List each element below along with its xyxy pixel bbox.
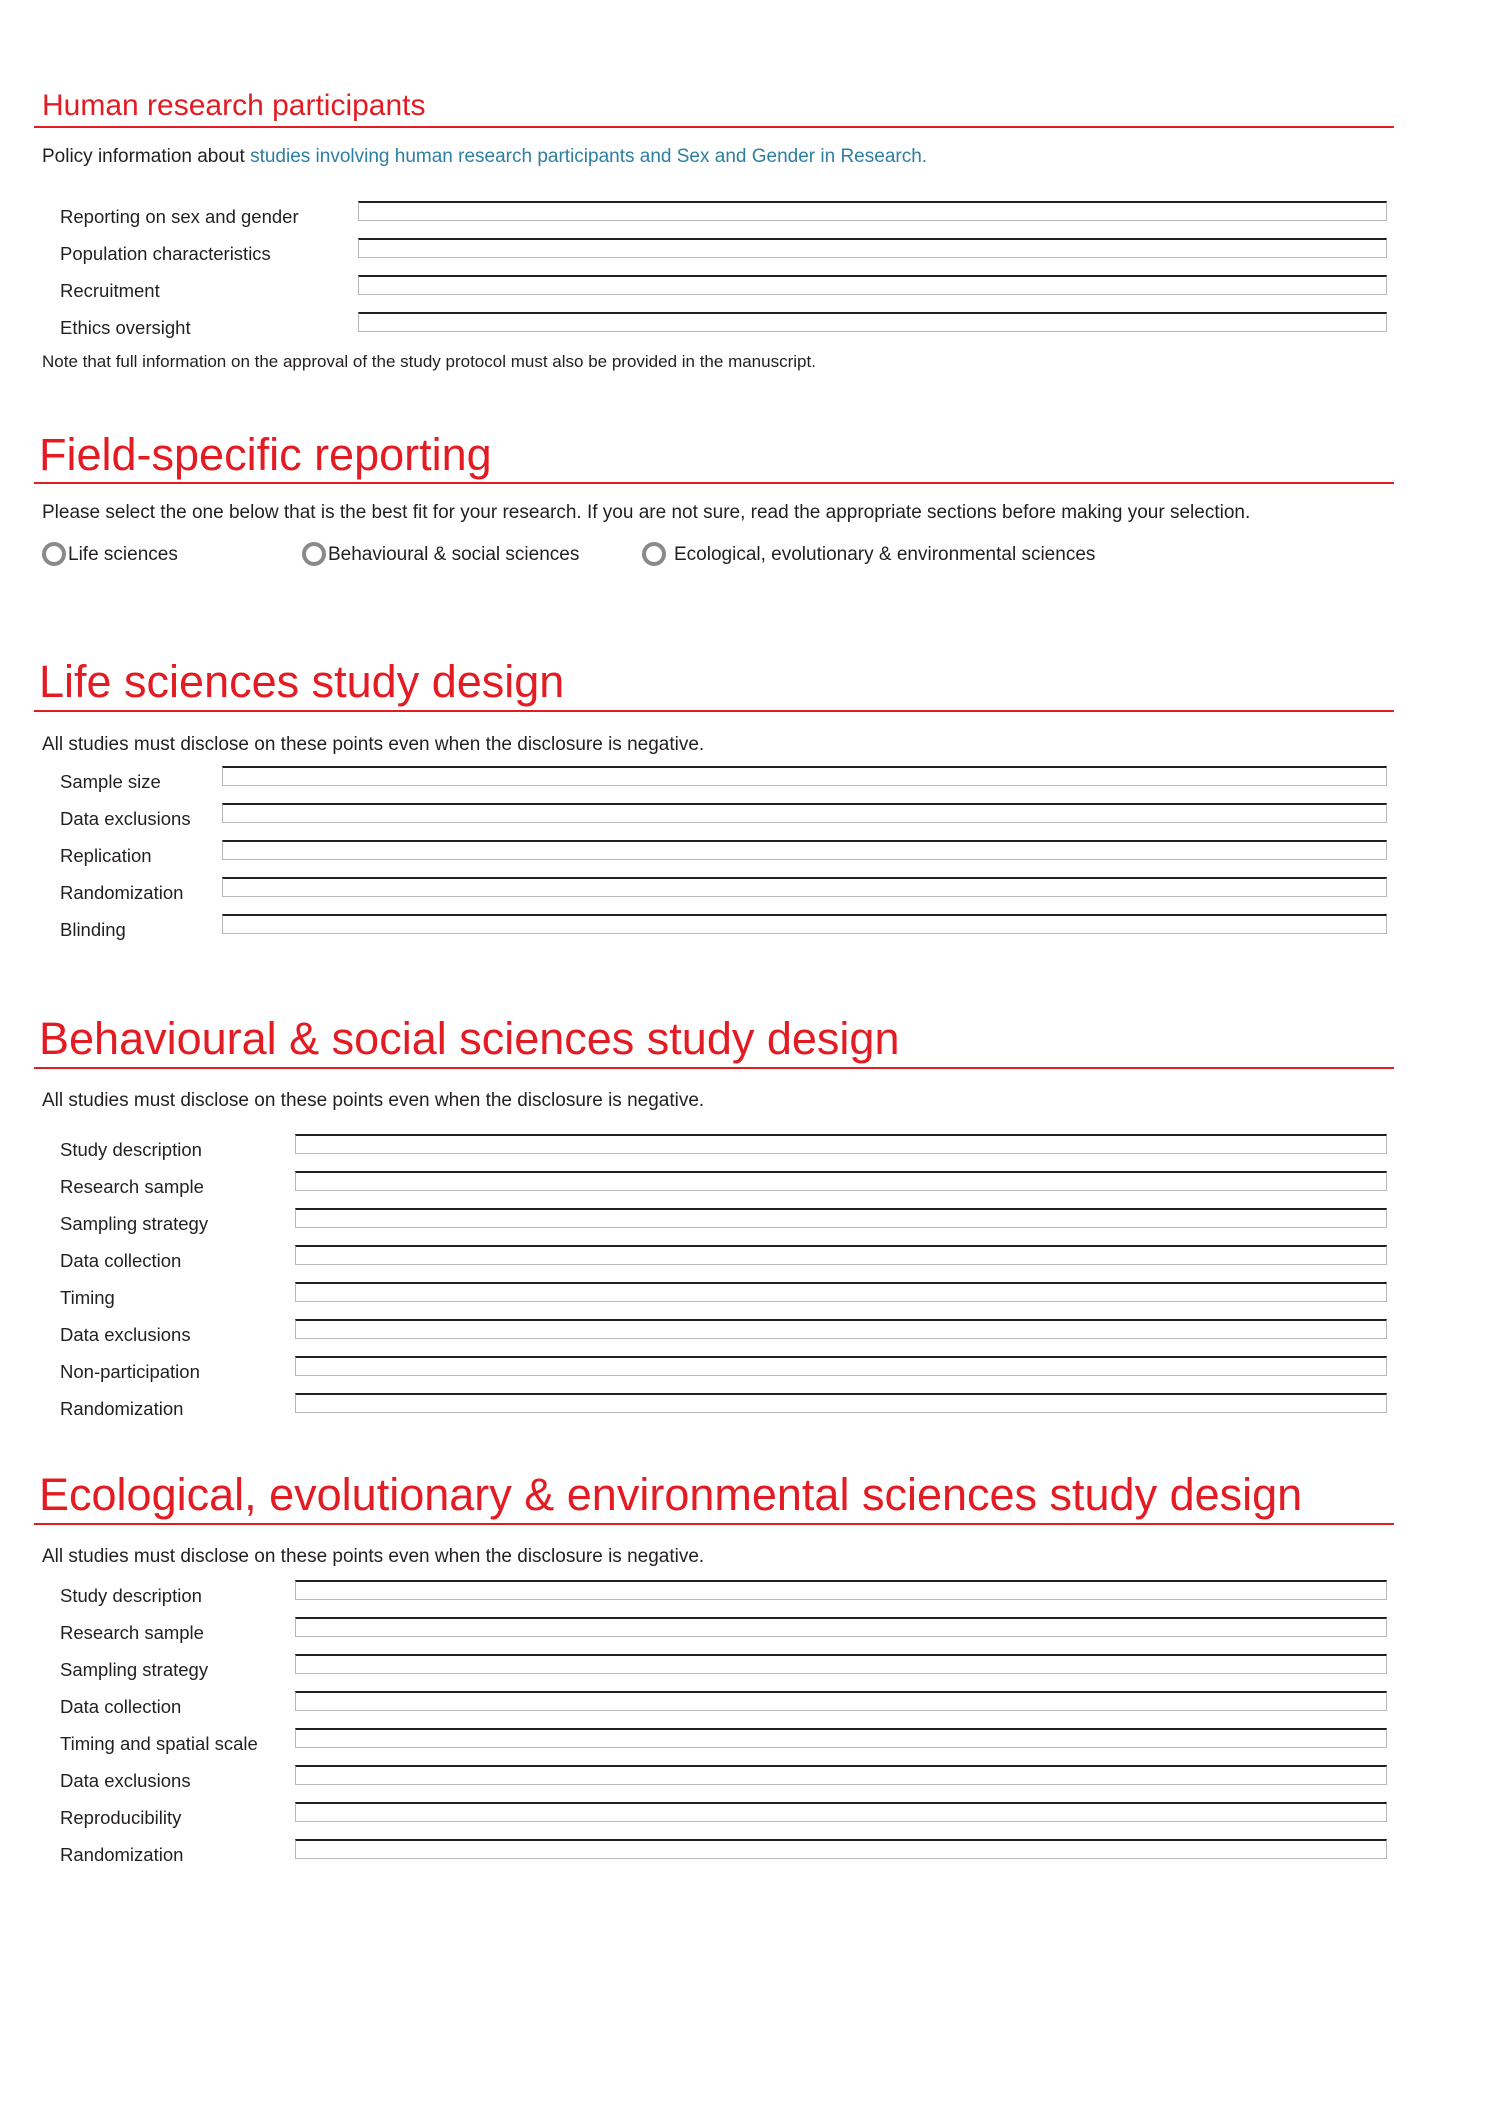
field-label-randomization: Randomization [60,1844,184,1865]
field-input-data-exclusions[interactable] [295,1319,1387,1339]
radio-label: Life sciences [68,543,178,565]
protocol-note: Note that full information on the approval of the study protocol must also be provided in the manuscript. [42,352,816,371]
section-title-life-sciences: Life sciences study design [39,656,565,707]
field-input-study-description[interactable] [295,1580,1387,1600]
field-label-timing-spatial-scale: Timing and spatial scale [60,1733,258,1754]
field-input-population-characteristics[interactable] [358,238,1387,258]
policy-intro [42,147,927,166]
section-title-human-research: Human research participants [42,89,426,122]
field-input-data-exclusions[interactable] [295,1765,1387,1785]
field-label-randomization: Randomization [60,882,184,903]
field-input-non-participation[interactable] [295,1356,1387,1376]
policy-intro-prefix: Policy information about [42,146,251,167]
policy-link[interactable]: studies involving human research participants and Sex and Gender in Research. [250,146,928,167]
field-input-data-collection[interactable] [295,1245,1387,1265]
field-input-reporting-sex-gender[interactable] [358,201,1387,221]
field-label-study-description: Study description [60,1585,202,1606]
radio-label: Behavioural & social sciences [328,543,580,565]
field-input-sample-size[interactable] [222,766,1387,786]
field-label-study-description: Study description [60,1139,202,1160]
field-label-ethics-oversight: Ethics oversight [60,317,191,338]
radio-button-icon[interactable] [302,542,326,566]
field-select-instruction: Please select the one below that is the best fit for your research. If you are not sure, read the appropriate sections before making your selection. [42,502,1251,523]
field-label-data-collection: Data collection [60,1250,182,1271]
field-input-ethics-oversight[interactable] [358,312,1387,332]
field-label-data-exclusions: Data exclusions [60,1324,191,1345]
section-title-ecological: Ecological, evolutionary & environmental sciences study design [39,1469,1303,1520]
section-divider [34,482,1394,484]
field-label-data-exclusions: Data exclusions [60,808,191,829]
field-label-randomization: Randomization [60,1398,184,1419]
field-label-replication: Replication [60,845,152,866]
field-input-recruitment[interactable] [358,275,1387,295]
radio-button-icon[interactable] [42,542,66,566]
field-input-blinding[interactable] [222,914,1387,934]
field-input-randomization[interactable] [295,1393,1387,1413]
section-title-behavioural: Behavioural & social sciences study design [39,1013,900,1064]
field-input-randomization[interactable] [222,877,1387,897]
field-input-data-exclusions[interactable] [222,803,1387,823]
field-label-blinding: Blinding [60,919,126,940]
section-title-field-specific: Field-specific reporting [39,429,492,480]
field-label-sampling-strategy: Sampling strategy [60,1659,209,1680]
section-divider [34,710,1394,712]
field-label-non-participation: Non-participation [60,1361,200,1382]
section-divider [34,1067,1394,1069]
field-label-reporting-sex-gender: Reporting on sex and gender [60,206,299,227]
disclosure-intro: All studies must disclose on these points even when the disclosure is negative. [42,734,705,755]
radio-option-life-sciences[interactable] [42,542,178,566]
field-label-research-sample: Research sample [60,1176,204,1197]
field-label-data-collection: Data collection [60,1696,182,1717]
field-input-sampling-strategy[interactable] [295,1654,1387,1674]
field-input-reproducibility[interactable] [295,1802,1387,1822]
field-input-research-sample[interactable] [295,1171,1387,1191]
field-label-data-exclusions: Data exclusions [60,1770,191,1791]
field-input-timing[interactable] [295,1282,1387,1302]
field-label-sampling-strategy: Sampling strategy [60,1213,209,1234]
field-input-research-sample[interactable] [295,1617,1387,1637]
field-label-research-sample: Research sample [60,1622,204,1643]
field-input-randomization[interactable] [295,1839,1387,1859]
field-label-sample-size: Sample size [60,771,161,792]
radio-option-behavioural-social[interactable] [302,542,579,566]
radio-button-icon[interactable] [642,542,666,566]
field-input-sampling-strategy[interactable] [295,1208,1387,1228]
radio-option-ecological[interactable] [642,542,1095,566]
field-label-population-characteristics: Population characteristics [60,243,271,264]
field-label-timing: Timing [60,1287,115,1308]
section-divider [34,1523,1394,1525]
field-label-recruitment: Recruitment [60,280,160,301]
field-input-study-description[interactable] [295,1134,1387,1154]
section-divider [34,126,1394,128]
field-input-timing-spatial-scale[interactable] [295,1728,1387,1748]
field-label-reproducibility: Reproducibility [60,1807,182,1828]
radio-label: Ecological, evolutionary & environmental sciences [674,543,1096,565]
field-input-replication[interactable] [222,840,1387,860]
field-input-data-collection[interactable] [295,1691,1387,1711]
disclosure-intro: All studies must disclose on these points even when the disclosure is negative. [42,1546,705,1567]
disclosure-intro: All studies must disclose on these points even when the disclosure is negative. [42,1090,705,1111]
